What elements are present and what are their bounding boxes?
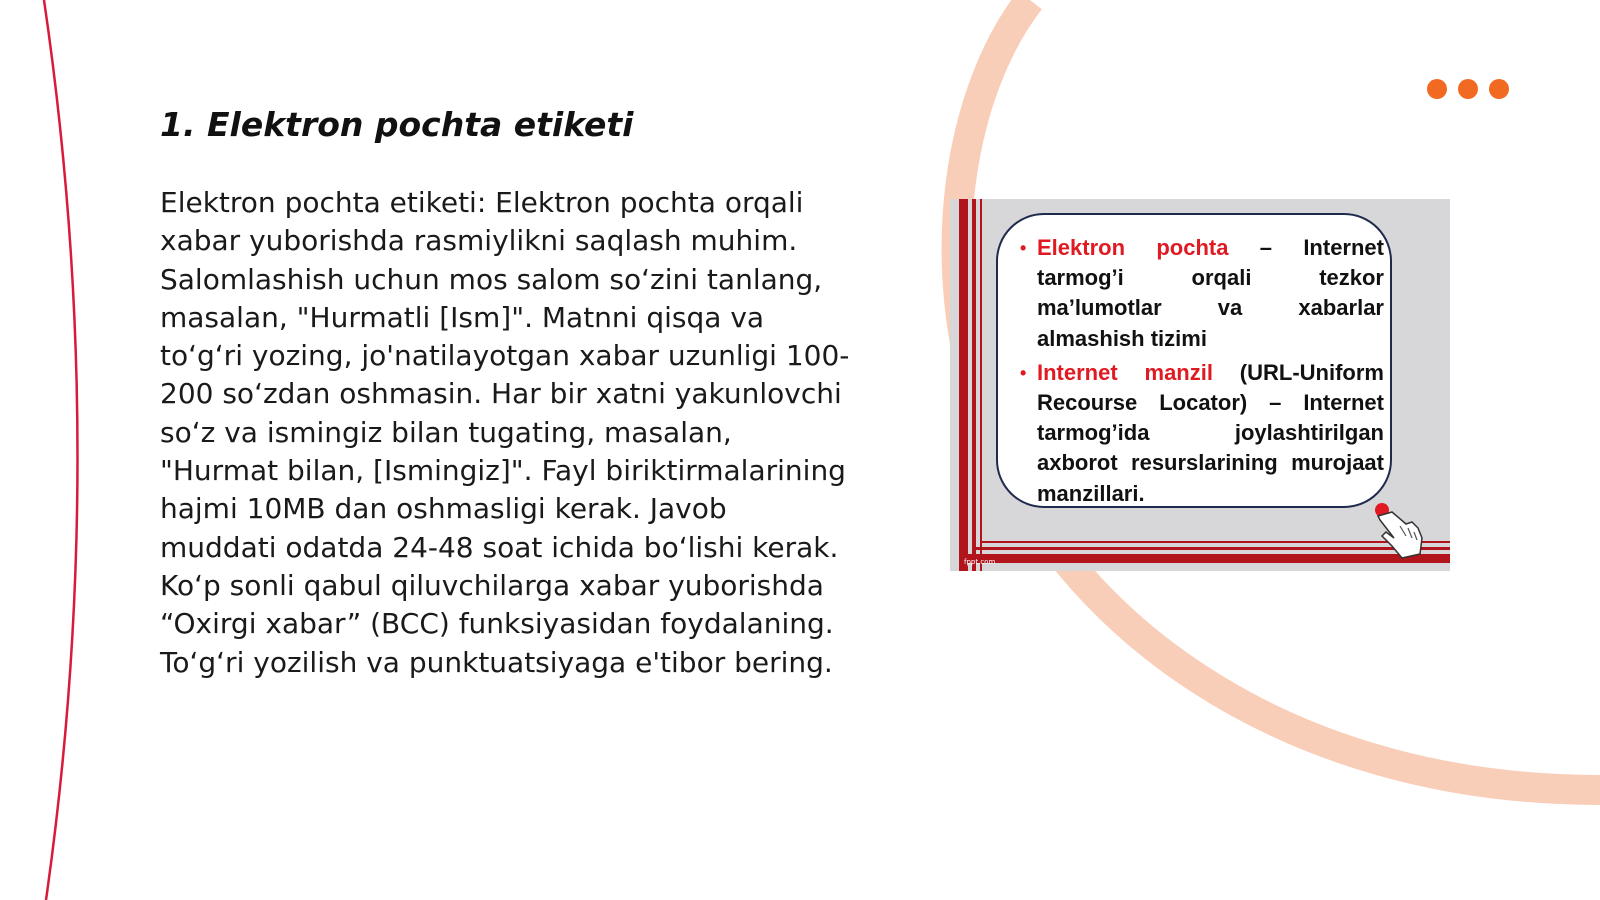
bullet-definition: (URL-Uniform Recourse Locator) – Internet tarmog’ida joylashtirilgan axborot resurslarining murojaat manzillari. [1037, 359, 1384, 506]
bullet-item [1020, 358, 1384, 509]
frame-bar [980, 199, 982, 571]
dot-3 [1489, 79, 1509, 99]
left-curve-line [44, 0, 78, 900]
definition-image-panel [950, 199, 1450, 571]
pointing-hand-icon [1372, 502, 1432, 562]
slide-body-text: Elektron pochta etiketi: Elektron pochta orqali xabar yuborishda rasmiylikni saqlash muhim. Salomlashish uchun mos salom soʻzini tanlang, masalan, "Hurmatli [Ism]". Matnni qisqa va toʻgʻri yozing, jo'natilayotgan xabar uzunligi 100-200 soʻzdan oshmasin. Har bir xatni yakunlovchi soʻz va ismingiz bilan tugating, masalan, "Hurmat bilan, [Ismingiz]". Fayl biriktirmalarining hajmi 10MB dan oshmasligi kerak. Javob muddati odatda 24-48 soat ichida boʻlishi kerak. Koʻp sonli qabul qiluvchilarga xabar yuborishda “Oxirgi xabar” (BCC) funksiyasidan foydalaning. Toʻgʻri yozilish va punktuatsiyaga e'tibor bering. [160, 186, 850, 679]
menu-dots [1427, 79, 1509, 99]
frame-bar [959, 199, 968, 571]
bullet-icon: • [1020, 238, 1027, 258]
speech-bubble [996, 213, 1392, 508]
footer-watermark: fppt.com [964, 558, 996, 566]
bullet-term: Internet manzil [1037, 359, 1213, 385]
bullet-item [1020, 233, 1384, 354]
dot-1 [1427, 79, 1447, 99]
bullet-term: Elektron pochta [1037, 235, 1229, 260]
frame-bar [972, 199, 976, 571]
dot-2 [1458, 79, 1478, 99]
bullet-definition: – Internet tarmog’i orqali tezkor ma’lumotlar va xabarlar almashish tizimi [1037, 235, 1384, 351]
slide-title: 1. Elektron pochta etiketi [160, 105, 634, 144]
bullet-icon: • [1020, 362, 1027, 383]
